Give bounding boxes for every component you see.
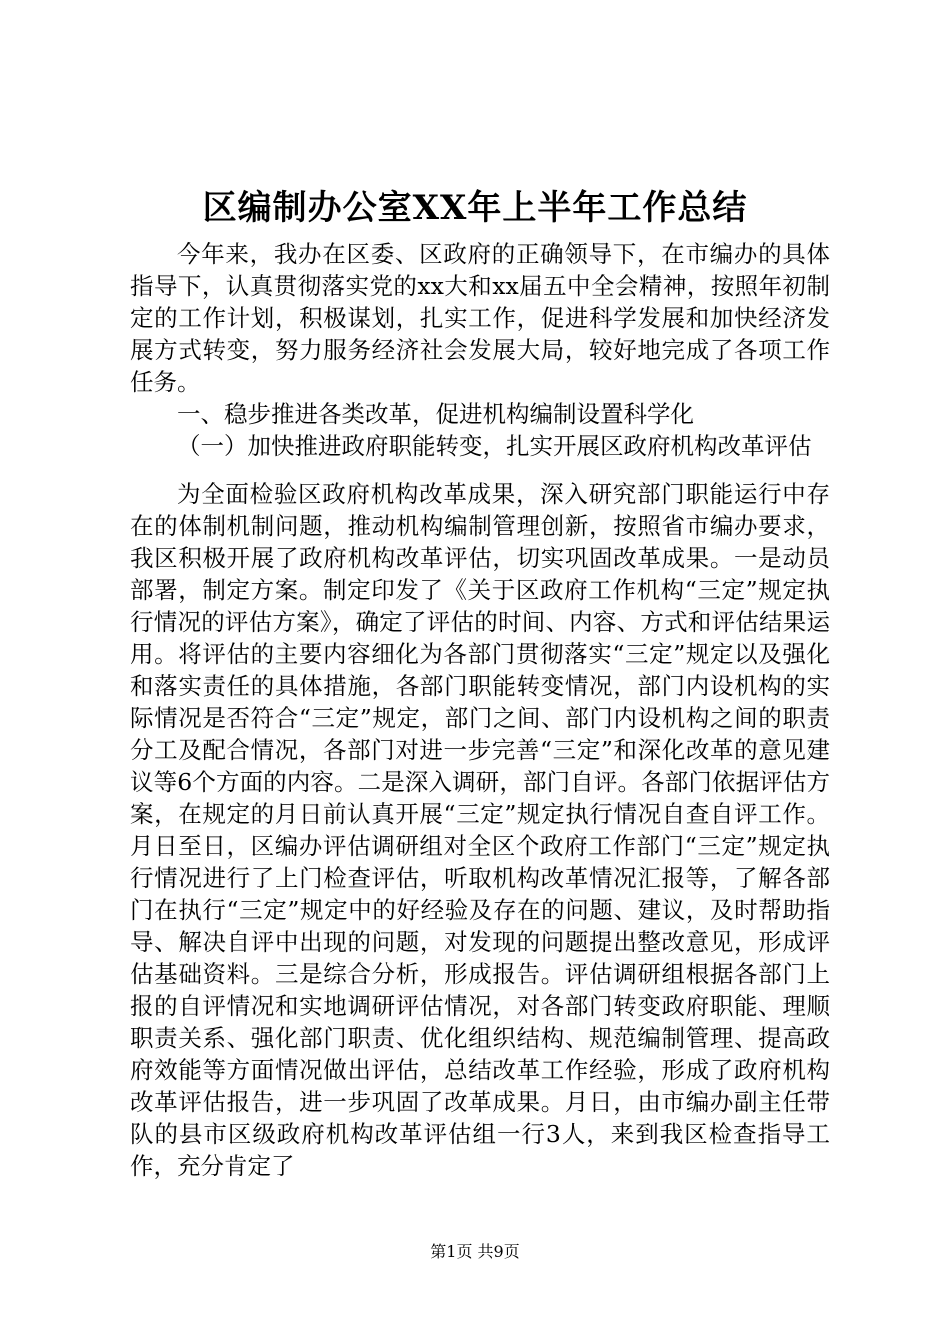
page-footer: 第1页 共9页 bbox=[430, 1242, 520, 1261]
document-title: 区编制办公室XX年上半年工作总结 bbox=[202, 188, 748, 228]
intro-paragraph: 今年来，我办在区委、区政府的正确领导下，在市编办的具体指导下，认真贯彻落实党的xx大和xx届五中全会精神，按照年初制定的工作计划，积极谋划，扎实工作，促进科学发展和加快经济发展方式转变，努力服务经济社会发展大局，较好地完成了各项工作任务。 bbox=[130, 240, 830, 396]
body-paragraph: 为全面检验区政府机构改革成果，深入研究部门职能运行中存在的体制机制问题，推动机构编制管理创新，按照省市编办要求，我区积极开展了政府机构改革评估，切实巩固改革成果。一是动员部署，制定方案。制定印发了《关于区政府工作机构“三定”规定执行情况的评估方案》，确定了评估的时间、内容、方式和评估结果运用。将评估的主要内容细化为各部门贯彻落实“三定”规定以及强化和落实责任的具体措施，各部门职能转变情况，部门内设机构的实际情况是否符合“三定”规定，部门之间、部门内设机构之间的职责分工及配合情况，各部门对进一步完善“三定”和深化改革的意见建议等6个方面的内容。二是深入调研，部门自评。各部门依据评估方案，在规定的月日前认真开展“三定”规定执行情况自查自评工作。月日至日，区编办评估调研组对全区个政府工作部门“三定”规定执行情况进行了上门检查评估，听取机构改革情况汇报等，了解各部门在执行“三定”规定中的好经验及存在的问题、建议，及时帮助指导、解决自评中出现的问题，对发现的问题提出整改意见，形成评估基础资料。三是综合分析，形成报告。评估调研组根据各部门上报的自评情况和实地调研评估情况，对各部门转变政府职能、理顺职责关系、强化部门职责、优化组织结构、规范编制管理、提高政府效能等方面情况做出评估，总结改革工作经验，形成了政府机构改革评估报告，进一步巩固了改革成果。月日，由市编办副主任带队的县市区级政府机构改革评估组一行3人，来到我区检查指导工作，充分肯定了 bbox=[130, 480, 830, 1180]
document-body bbox=[130, 238, 830, 1182]
section-heading: 一、稳步推进各类改革，促进机构编制设置科学化 bbox=[177, 400, 694, 428]
subsection-heading: （一）加快推进政府职能转变，扎实开展区政府机构改革评估 bbox=[177, 432, 812, 460]
